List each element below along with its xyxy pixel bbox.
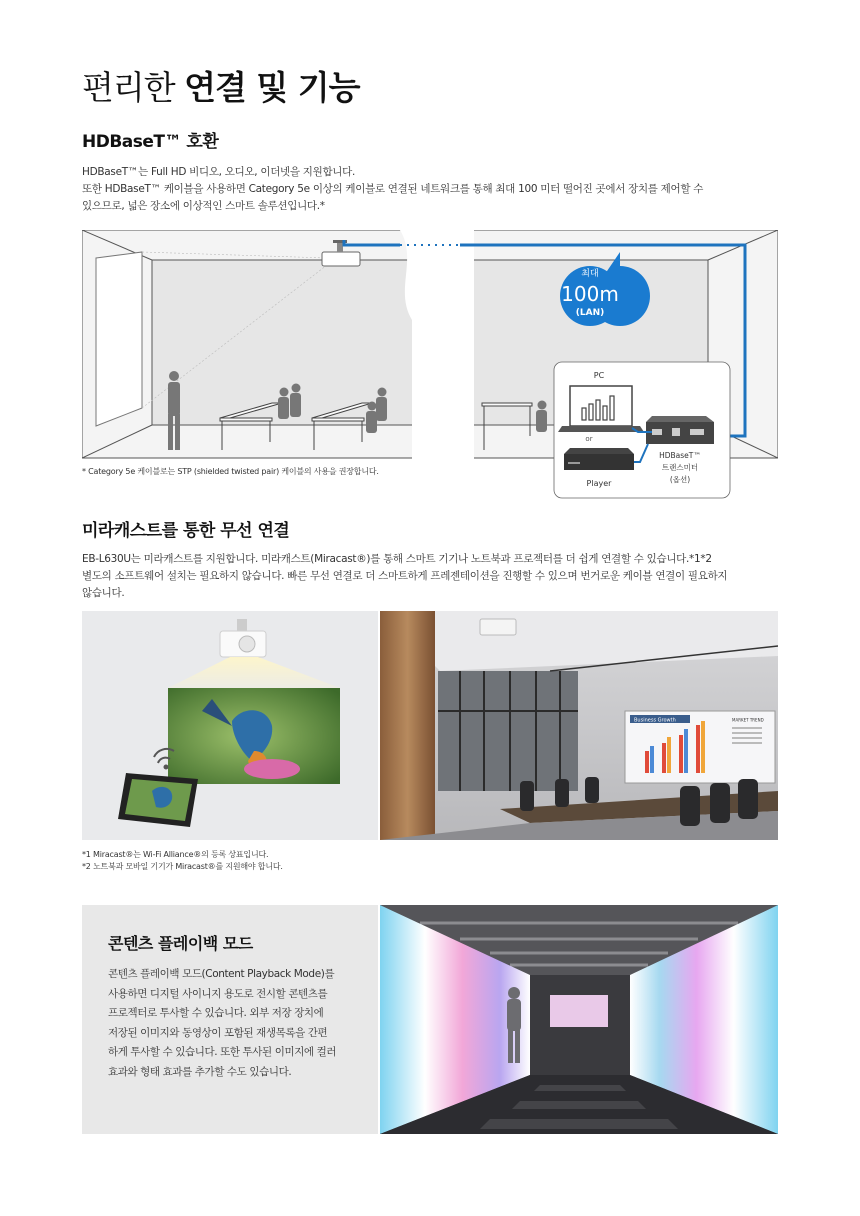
projection-screen (96, 252, 142, 426)
bubble-top: 최대 (581, 269, 599, 279)
hdbaset-footnote: * Category 5e 케이블로는 STP (shielded twisted pair) 케이블의 사용을 권장합니다. (82, 467, 379, 476)
ceiling-projector (480, 619, 516, 635)
playback-heading: 콘텐츠 플레이백 모드 (108, 934, 253, 953)
pc-label: PC (593, 371, 605, 380)
hdbaset-diagram (82, 230, 778, 500)
playback-panel (82, 905, 378, 1134)
bubble-value: 100m (561, 282, 619, 306)
hdbaset-line-3: 있으므로, 넓은 장소에 이상적인 스마트 솔루션입니다.* (82, 200, 325, 212)
projector-device (220, 619, 266, 657)
playback-line-1: 콘텐츠 플레이백 모드(Content Playback Mode)를 (108, 968, 335, 980)
projector (322, 252, 360, 266)
playback-corridor-photo (380, 905, 778, 1134)
hdbaset-line-2: 또한 HDBaseT™ 케이블을 사용하면 Category 5e 이상의 케이블로 연결된 네트워크를 통해 최대 100 미터 떨어진 곳에서 장치를 제어할 수 (82, 183, 704, 195)
page-title (82, 62, 360, 109)
hdbaset-heading: HDBaseT™ 호환 (82, 132, 219, 152)
miracast-line-2: 별도의 소프트웨어 설치는 필요하지 않습니다. 빠른 무선 연결로 더 스마트하게 프레젠테이션을 진행할 수 있으며 번거로운 케이블 연결이 필요하지 (82, 570, 728, 582)
laptop-icon (558, 386, 644, 432)
player-icon (564, 448, 634, 470)
end-screen (550, 995, 608, 1027)
transmitter-label-3: (옵션) (669, 475, 691, 484)
transmitter-icon (646, 416, 714, 444)
playback-paragraph (108, 965, 336, 1082)
miracast-illustration (82, 611, 378, 840)
miracast-line-3: 않습니다. (82, 587, 125, 599)
tablet-device (118, 773, 198, 827)
transmitter-label-1: HDBaseT™ (659, 451, 701, 460)
transmitter-label-2: 트랜스미터 (661, 463, 699, 472)
playback-line-2: 사용하면 디지털 사이니지 용도로 전시할 콘텐츠를 (108, 987, 328, 1000)
page-title-bold: 연결 및 기능 (184, 68, 360, 107)
hdbaset-line-1: HDBaseT™는 Full HD 비디오, 오디오, 이더넷을 지원합니다. (82, 166, 356, 178)
playback-line-5: 하게 투사할 수 있습니다. 또한 투사된 이미지에 컬러 (108, 1046, 337, 1058)
page-title-light: 편리한 (82, 68, 185, 107)
playback-line-6: 효과와 형태 효과를 추가할 수도 있습니다. (108, 1065, 292, 1078)
miracast-footnote-2: *2 노트북과 모바일 기기가 Miracast®를 지원해야 합니다. (82, 862, 283, 871)
bubble-unit: (LAN) (575, 308, 605, 318)
player-label: Player (586, 479, 612, 488)
meeting-room-photo (380, 611, 778, 840)
playback-line-3: 프로젝터로 투사할 수 있습니다. 외부 저장 장치에 (108, 1007, 324, 1019)
hdbaset-paragraph (82, 164, 703, 215)
screen-side-title: MARKET TREND (732, 717, 764, 723)
screen-title: Business Growth (634, 717, 676, 724)
miracast-footnote-1: *1 Miracast®는 Wi-Fi Alliance®의 등록 상표입니다. (82, 850, 269, 859)
miracast-line-1: EB-L630U는 미라캐스트를 지원합니다. 미라캐스트(Miracast®)를 통해 스마트 기기나 노트북과 프로젝터를 더 쉽게 연결할 수 있습니다.*1*2 (82, 553, 712, 565)
playback-line-4: 저장된 이미지와 동영상이 포함된 재생목록을 간편 (108, 1026, 328, 1039)
or-label: or (585, 435, 593, 443)
miracast-paragraph (82, 551, 727, 602)
miracast-heading: 미라캐스트를 통한 무선 연결 (82, 521, 290, 541)
